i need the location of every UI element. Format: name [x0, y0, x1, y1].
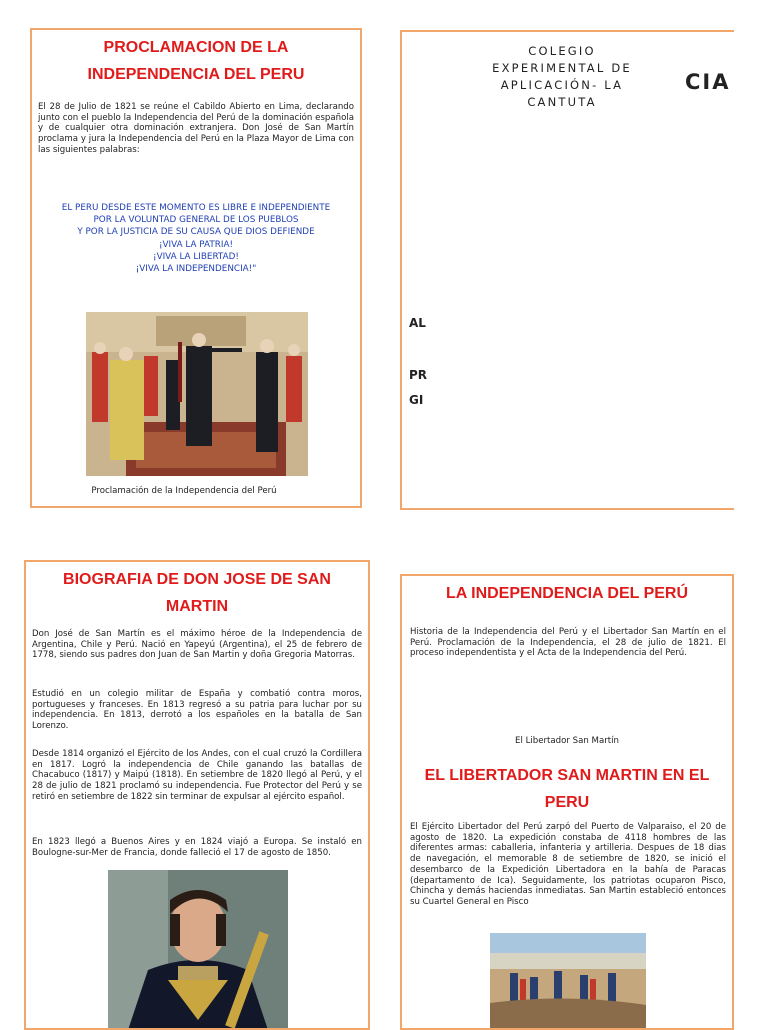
libertador-title-line1: EL LIBERTADOR SAN MARTIN EN EL — [424, 767, 710, 784]
independence-panel — [400, 574, 734, 1030]
proclamation-painting — [86, 312, 308, 476]
biography-paragraph: Estudió en un colegio militar de España y combatió contra moros, portugueses y franceses. En 1813 regresó a su patria para luchar por su independencia. En 1813, derrotó a los españoles en la batalla de San Lorenzo. — [32, 689, 362, 732]
proclamation-panel — [30, 28, 362, 508]
san-martin-caption: El Libertador San Martín — [515, 736, 619, 746]
school-name-line: COLEGIO — [528, 44, 596, 58]
cover-border-stub — [400, 508, 424, 510]
school-name-line: CANTUTA — [527, 95, 597, 109]
independence-title: LA INDEPENDENCIA DEL PERÚ — [445, 585, 689, 602]
proclamation-title-line1: PROCLAMACION DE LA — [103, 39, 289, 56]
school-name — [462, 43, 662, 111]
landing-paracas-painting — [490, 933, 646, 1030]
biography-paragraph: En 1823 llegó a Buenos Aires y en 1824 viajó a Europa. Se instaló en Boulogne-sur-Mer de Francia, donde falleció el 17 de agosto de 1850. — [32, 837, 362, 858]
proclamation-title-line2: INDEPENDENCIA DEL PERU — [87, 66, 305, 83]
cut-off-title: CIA — [685, 70, 731, 94]
biography-title-line2: MARTIN — [165, 598, 229, 615]
cut-off-label: PR — [409, 368, 428, 382]
biography-title-line1: BIOGRAFIA DE DON JOSE DE SAN — [63, 571, 331, 588]
biography-paragraph: Desde 1814 organizó el Ejército de los Andes, con el cual cruzó la Cordillera en 1817. Logró la independencia de Chile ganando las batallas de Chacabuco (1817) y Maipú (1818). En setiembre de 1820 llegó al Perú, y el 28 de julio de 1821 proclamó su independencia. Fue Protector del Perú y se retiró en setiembre de 1822 sin terminar de expulsar al ejército español. — [32, 749, 362, 802]
proclamation-quote — [32, 202, 360, 275]
proclamation-caption: Proclamación de la Independencia del Perú — [91, 486, 277, 496]
quote-line: Y POR LA JUSTICIA DE SU CAUSA QUE DIOS DEFIENDE — [77, 227, 315, 238]
libertador-title-line2: PERU — [544, 794, 590, 811]
cut-off-label: GI — [409, 393, 424, 407]
quote-line: POR LA VOLUNTAD GENERAL DE LOS PUEBLOS — [93, 215, 299, 226]
cover-panel — [400, 30, 734, 510]
proclamation-paragraph: El 28 de Julio de 1821 se reúne el Cabildo Abierto en Lima, declarando junto con el pueblo la Independencia del Perú de la dominación española y de cualquier otra dominación extranjera. Don José de San Martín proclama y jura la Independencia del Perú en la Plaza Mayor de Lima con las siguientes palabras: — [38, 102, 354, 155]
libertador-paragraph: El Ejército Libertador del Perú zarpó del Puerto de Valparaiso, el 20 de agosto de 1820. La expedición constaba de 4118 hombres de las diferentes armas: caballeria, infanteria y artilleria. Despues de 18 dias de navegación, el memorable 8 de setiembre de 1820, se inició el desembarco de la Expedición Libertadora en la bahía de Paracas (departamento de Ica). Seguidamente, los patriotas ocuparon Pisco, Chincha y demás haciendas inmediatas. San Martin estableció entonces su Cuartel General en Pisco — [410, 822, 726, 907]
biography-paragraph: Don José de San Martín es el máximo héroe de la Independencia de Argentina, Chile y Perú. Nació en Yapeyú (Argentina), el 25 de febrero de 1778, siendo sus padres don Juan de San Martin y doña Gregoria Matorras. — [32, 629, 362, 661]
san-martin-portrait — [108, 870, 288, 1030]
school-name-line: APLICACIÓN- LA — [500, 78, 624, 92]
quote-line: EL PERU DESDE ESTE MOMENTO ES LIBRE E INDEPENDIENTE — [61, 203, 331, 213]
independence-intro: Historia de la Independencia del Perú y el Libertador San Martín en el Perú. Proclamación de la Independencia, el 28 de julio de 1821. El proceso independentista y el Acta de la Independencia del Perú. — [410, 627, 726, 659]
quote-line: ¡VIVA LA INDEPENDENCIA!" — [135, 264, 257, 275]
cut-off-label: AL — [409, 316, 426, 330]
school-name-line: EXPERIMENTAL DE — [492, 61, 632, 75]
biography-panel — [24, 560, 370, 1030]
quote-line: ¡VIVA LA LIBERTAD! — [153, 251, 239, 262]
quote-line: ¡VIVA LA PATRIA! — [158, 239, 234, 250]
